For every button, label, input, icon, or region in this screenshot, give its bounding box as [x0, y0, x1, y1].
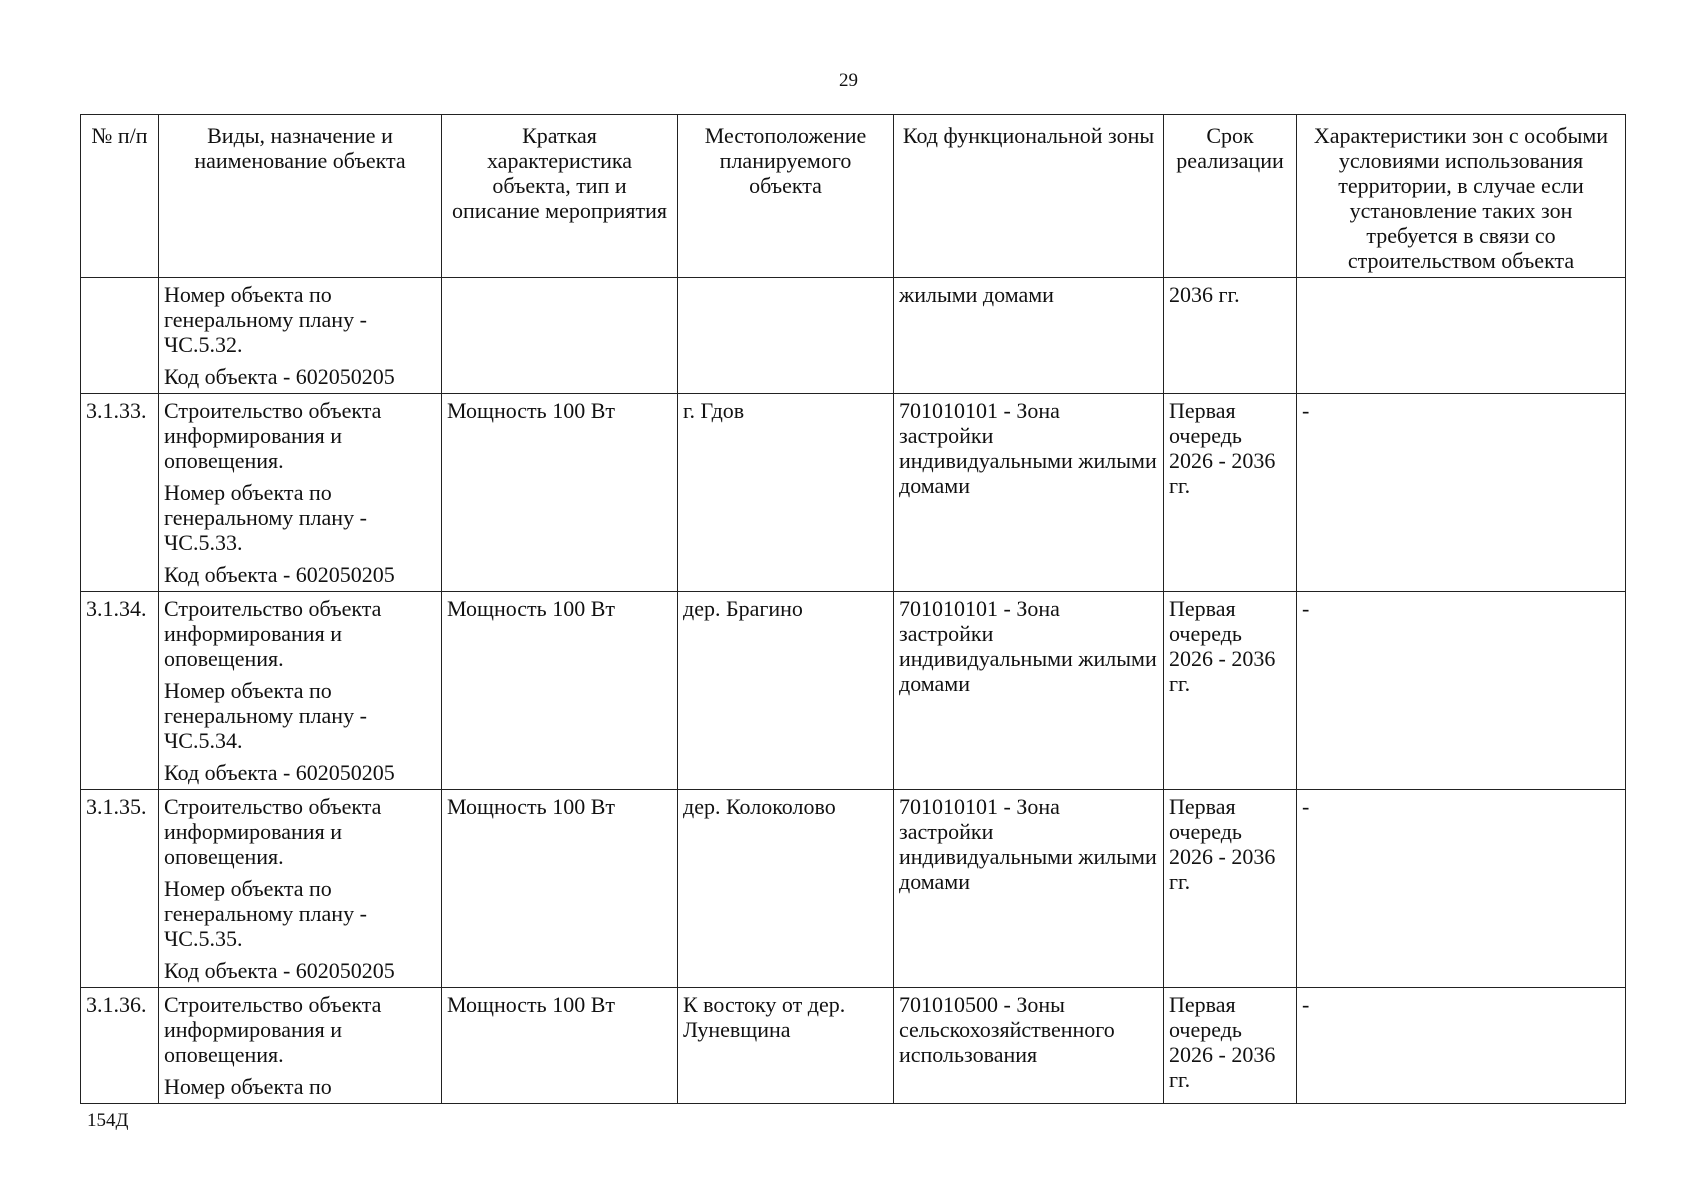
- table-row: [81, 988, 1626, 1104]
- cell-zone: 701010101 - Зона застройки индивидуальными жилыми домами: [894, 394, 1164, 592]
- cell-special: -: [1297, 592, 1626, 790]
- cell-name: [159, 592, 442, 790]
- cell-term: Первая очередь 2026 - 2036 гг.: [1164, 394, 1297, 592]
- cell-number: [81, 278, 159, 394]
- cell-special: -: [1297, 988, 1626, 1104]
- cell-name-line: Код объекта - 602050205: [164, 364, 395, 389]
- header-characteristic: Краткая характеристика объекта, тип и описание мероприятия: [442, 115, 678, 278]
- objects-table: [80, 114, 1626, 1104]
- header-location: Местоположение планируемого объекта: [678, 115, 894, 278]
- table-row-continuation: [81, 278, 1626, 394]
- cell-term: Первая очередь 2026 - 2036 гг.: [1164, 988, 1297, 1104]
- cell-name-line: Номер объекта по генеральному плану - ЧС.5.34.: [164, 678, 367, 753]
- cell-location: дер. Брагино: [678, 592, 894, 790]
- cell-name-line: Код объекта - 602050205: [164, 958, 395, 983]
- cell-special: -: [1297, 790, 1626, 988]
- cell-term: 2036 гг.: [1164, 278, 1297, 394]
- cell-number: 3.1.35.: [81, 790, 159, 988]
- cell-name-line: Строительство объекта информирования и оповещения.: [164, 596, 382, 671]
- cell-special: -: [1297, 394, 1626, 592]
- table-row: [81, 592, 1626, 790]
- cell-characteristic: Мощность 100 Вт: [442, 988, 678, 1104]
- cell-location: дер. Колоколово: [678, 790, 894, 988]
- document-code: 154Д: [87, 1110, 129, 1131]
- cell-name-line: Номер объекта по генеральному плану - ЧС.5.35.: [164, 876, 367, 951]
- cell-zone: 701010101 - Зона застройки индивидуальными жилыми домами: [894, 592, 1164, 790]
- table-row: [81, 790, 1626, 988]
- cell-name-line: Номер объекта по генеральному плану - ЧС.5.33.: [164, 480, 367, 555]
- cell-location: г. Гдов: [678, 394, 894, 592]
- cell-name: [159, 988, 442, 1104]
- cell-name: [159, 790, 442, 988]
- cell-name: [159, 278, 442, 394]
- header-zone-code: Код функциональной зоны: [894, 115, 1164, 278]
- header-name: Виды, назначение и наименование объекта: [159, 115, 442, 278]
- cell-term: Первая очередь 2026 - 2036 гг.: [1164, 790, 1297, 988]
- cell-location: [678, 278, 894, 394]
- cell-term: Первая очередь 2026 - 2036 гг.: [1164, 592, 1297, 790]
- cell-number: 3.1.36.: [81, 988, 159, 1104]
- cell-zone: жилыми домами: [894, 278, 1164, 394]
- cell-name-line: Код объекта - 602050205: [164, 562, 395, 587]
- cell-characteristic: [442, 278, 678, 394]
- cell-special: [1297, 278, 1626, 394]
- cell-number: 3.1.34.: [81, 592, 159, 790]
- cell-number: 3.1.33.: [81, 394, 159, 592]
- cell-name: [159, 394, 442, 592]
- page-number: 29: [839, 70, 858, 91]
- header-number: № п/п: [81, 115, 159, 278]
- cell-zone: 701010101 - Зона застройки индивидуальными жилыми домами: [894, 790, 1164, 988]
- header-term: Срок реализации: [1164, 115, 1297, 278]
- cell-name-line: Строительство объекта информирования и оповещения.: [164, 992, 382, 1067]
- cell-location: К востоку от дер. Луневщина: [678, 988, 894, 1104]
- cell-characteristic: Мощность 100 Вт: [442, 592, 678, 790]
- table-header-row: [81, 115, 1626, 278]
- header-special-zones: Характеристики зон с особыми условиями использования территории, в случае если установление таких зон требуется в связи со строительством объекта: [1297, 115, 1626, 278]
- cell-name-line: Номер объекта по: [164, 1074, 332, 1099]
- cell-zone: 701010500 - Зоны сельскохозяйственного использования: [894, 988, 1164, 1104]
- cell-name-line: Код объекта - 602050205: [164, 760, 395, 785]
- cell-name-line: Номер объекта по генеральному плану - ЧС.5.32.: [164, 282, 367, 357]
- table-row: [81, 394, 1626, 592]
- cell-characteristic: Мощность 100 Вт: [442, 394, 678, 592]
- cell-name-line: Строительство объекта информирования и оповещения.: [164, 398, 382, 473]
- cell-name-line: Строительство объекта информирования и оповещения.: [164, 794, 382, 869]
- cell-characteristic: Мощность 100 Вт: [442, 790, 678, 988]
